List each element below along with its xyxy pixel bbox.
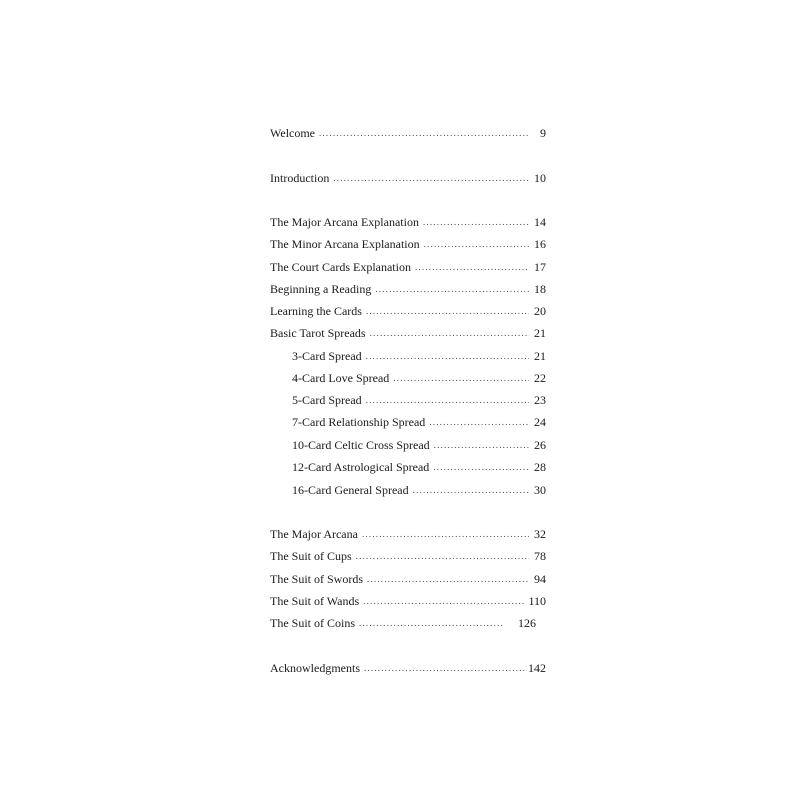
toc-entry-title: Acknowledgments: [270, 661, 360, 675]
toc-entry-page: 17: [534, 260, 546, 274]
toc-entry-acknowledgments: [270, 660, 546, 677]
toc-entry-page: 16: [534, 237, 546, 251]
dot-leader: [362, 526, 529, 542]
toc-entry-page: 20: [534, 304, 546, 318]
toc-entry-page: 10: [534, 171, 546, 185]
toc-entry-beginning-a-reading: [270, 281, 546, 298]
toc-entry-page: 18: [534, 282, 546, 296]
toc-entry-the-major-arcana: [270, 526, 546, 543]
table-of-contents: [270, 0, 546, 800]
dot-leader: [434, 437, 529, 453]
toc-entry-page: 26: [534, 438, 546, 452]
dot-leader: [413, 482, 529, 498]
toc-entry-title: The Suit of Swords: [270, 572, 363, 586]
dot-leader: [370, 325, 529, 341]
toc-entry-page: 21: [534, 349, 546, 363]
toc-entry-page: 23: [534, 393, 546, 407]
toc-entry-7-card-relationship-spread: [292, 414, 546, 431]
toc-entry-title: Basic Tarot Spreads: [270, 326, 366, 340]
dot-leader: [364, 660, 527, 676]
toc-entry-suit-of-wands: [270, 593, 546, 610]
dot-leader: [424, 236, 529, 252]
toc-entry-minor-arcana-explanation: [270, 236, 546, 253]
toc-entry-major-arcana-explanation: [270, 214, 546, 231]
toc-entry-title: 16-Card General Spread: [292, 483, 409, 497]
toc-entry-page: 24: [534, 415, 546, 429]
toc-entry-title: 10-Card Celtic Cross Spread: [292, 438, 430, 452]
toc-entry-court-cards-explanation: [270, 259, 546, 276]
toc-entry-title: The Suit of Coins: [270, 616, 356, 630]
dot-leader: [393, 370, 529, 386]
toc-entry-title: 12-Card Astrological Spread: [292, 460, 430, 474]
toc-entry-page: 14: [534, 215, 546, 229]
toc-entry-title: The Suit of Wands: [270, 594, 360, 608]
toc-entry-page: 22: [534, 371, 546, 385]
dot-leader: [367, 571, 529, 587]
dot-leader: [366, 303, 529, 319]
toc-entry-title: Learning the Cards: [270, 304, 362, 318]
dot-leader: [366, 392, 529, 408]
toc-entry-title: Welcome: [270, 126, 316, 140]
dot-leader: [333, 170, 529, 186]
toc-entry-welcome: [270, 125, 546, 142]
toc-entry-page: 110: [528, 594, 546, 608]
toc-entry-3-card-spread: [292, 348, 546, 365]
dot-leader: [433, 459, 529, 475]
dot-leader: [415, 259, 529, 275]
dot-leader: [363, 593, 525, 609]
toc-entry-page: 21: [534, 326, 546, 340]
toc-entry-5-card-spread: [292, 392, 546, 409]
toc-entry-4-card-love-spread: [292, 370, 546, 387]
dot-leader: [429, 414, 529, 430]
dot-leader: [423, 214, 529, 230]
toc-entry-title: The Suit of Cups: [270, 549, 352, 563]
toc-entry-suit-of-coins: [270, 615, 536, 632]
toc-entry-title: The Court Cards Explanation: [270, 260, 411, 274]
toc-entry-title: Introduction: [270, 171, 330, 185]
toc-entry-page: 94: [534, 572, 546, 586]
dot-leader: [319, 125, 529, 141]
dot-leader: [356, 548, 529, 564]
toc-entry-suit-of-swords: [270, 571, 546, 588]
toc-entry-page: 28: [534, 460, 546, 474]
toc-entry-10-card-celtic-cross-spread: [292, 437, 546, 454]
toc-entry-suit-of-cups: [270, 548, 546, 565]
toc-entry-learning-the-cards: [270, 303, 546, 320]
toc-entry-title: 4-Card Love Spread: [292, 371, 390, 385]
toc-entry-page: 78: [534, 549, 546, 563]
toc-entry-title: The Minor Arcana Explanation: [270, 237, 420, 251]
toc-entry-16-card-general-spread: [292, 482, 546, 499]
toc-entry-title: Beginning a Reading: [270, 282, 372, 296]
toc-entry-basic-tarot-spreads: [270, 325, 546, 342]
toc-entry-page: 9: [540, 126, 546, 140]
toc-entry-title: The Major Arcana Explanation: [270, 215, 419, 229]
toc-entry-title: The Major Arcana: [270, 527, 358, 541]
toc-entry-page: 126: [518, 616, 536, 630]
toc-entry-page: 30: [534, 483, 546, 497]
toc-entry-page: 142: [528, 661, 546, 675]
toc-entry-title: 7-Card Relationship Spread: [292, 415, 426, 429]
toc-entry-title: 3-Card Spread: [292, 349, 362, 363]
toc-entry-introduction: [270, 170, 546, 187]
toc-entry-12-card-astrological-spread: [292, 459, 546, 476]
dot-leader: [359, 615, 504, 631]
toc-entry-page: 32: [534, 527, 546, 541]
toc-entry-title: 5-Card Spread: [292, 393, 362, 407]
dot-leader: [375, 281, 529, 297]
dot-leader: [366, 348, 529, 364]
